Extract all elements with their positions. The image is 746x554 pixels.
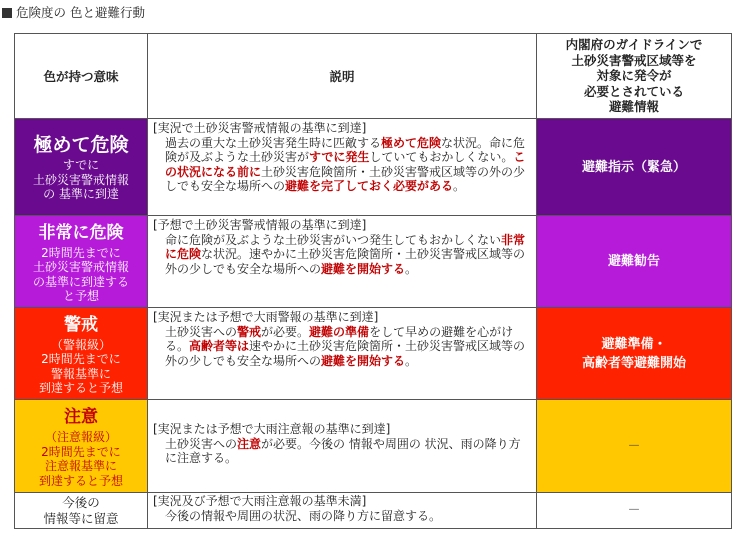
- section-title: [2, 5, 145, 21]
- header-meaning: 色が持つ意味: [15, 34, 148, 119]
- level-name: 非常に危険: [38, 222, 124, 243]
- criteria-bracket: [実況または予想で大雨注意報の基準に到達]: [153, 422, 391, 436]
- table-header-row: [15, 34, 732, 119]
- explanation-cell: [148, 308, 537, 400]
- explanation-cell: [148, 400, 537, 493]
- level-name: 極めて危険: [33, 134, 129, 157]
- level-name: 注意: [64, 407, 98, 427]
- explanation-cell: [148, 119, 537, 216]
- level-cell-advisory: 今後の 情報等に留意: [15, 493, 148, 529]
- evacuation-info-cell: 避難指示（緊急）: [537, 119, 732, 216]
- header-evacuation-info: 内閣府のガイドラインで 土砂災害警戒区域等を 対象に発令が 必要とされている 避難情報: [537, 34, 732, 119]
- explanation-text: 土砂災害への警戒が必要。避難の準備をして早めの避難を心がける。高齢者等は速やかに土砂災害危険箇所・土砂災害警戒区域等の外の少しでも安全な場所への避難を開始する。: [165, 324, 526, 368]
- criteria-bracket: [予想で土砂災害警戒情報の基準に到達]: [153, 218, 367, 232]
- square-bullet-icon: [2, 8, 12, 18]
- risk-level-table: [14, 33, 732, 529]
- table-row: [15, 119, 732, 216]
- table-row: [15, 400, 732, 493]
- level-name: 警戒: [64, 314, 98, 335]
- explanation-text: 今後の情報や周囲の状況、雨の降り方に留意する。: [165, 508, 442, 523]
- level-cell-extreme: 極めて危険 すでに 土砂災害警戒情報 の 基準に到達: [15, 119, 148, 216]
- table-row: [15, 308, 732, 400]
- explanation-text: 命に危険が及ぶような土砂災害がいつ発生してもおかしくない非常に危険な状況。速やかに土砂災害危険箇所・土砂災害警戒区域等の外の少しでも安全な場所への避難を開始する。: [165, 232, 526, 276]
- level-cell-caution: 注意 （注意報級） 2時間先までに 注意報基準に 到達すると予想: [15, 400, 148, 493]
- evacuation-info-cell: 避難勧告: [537, 216, 732, 308]
- explanation-text: 過去の重大な土砂災害発生時に匹敵する極めて危険な状況。命に危険が及ぶような土砂災害がすでに発生していてもおかしくない。この状況になる前に土砂災害危険箇所・土砂災害警戒区域等の外の少しでも安全な場所への避難を完了しておく必要がある。: [165, 135, 526, 193]
- evacuation-info-cell: －: [537, 493, 732, 529]
- level-cell-very-high: 非常に危険 2時間先までに 土砂災害警戒情報 の基準に到達する と予想: [15, 216, 148, 308]
- criteria-bracket: [実況で土砂災害警戒情報の基準に到達]: [153, 121, 367, 135]
- evacuation-info-cell: 避難準備・ 高齢者等避難開始: [537, 308, 732, 400]
- explanation-cell: [148, 493, 537, 529]
- explanation-cell: [148, 216, 537, 308]
- table-row: [15, 493, 732, 529]
- evacuation-info-cell: －: [537, 400, 732, 493]
- explanation-text: 土砂災害への注意が必要。今後の 情報や周囲の 状況、雨の降り方に注意する。: [165, 436, 521, 465]
- criteria-bracket: [実況及び予想で大雨注意報の基準未満]: [153, 494, 367, 508]
- header-explanation: 説明: [148, 34, 537, 119]
- table-row: [15, 216, 732, 308]
- criteria-bracket: [実況または予想で大雨警報の基準に到達]: [153, 310, 379, 324]
- section-title-text: 危険度の 色と避難行動: [16, 5, 145, 20]
- level-cell-warning: 警戒 （警報級） 2時間先までに 警報基準に 到達すると予想: [15, 308, 148, 400]
